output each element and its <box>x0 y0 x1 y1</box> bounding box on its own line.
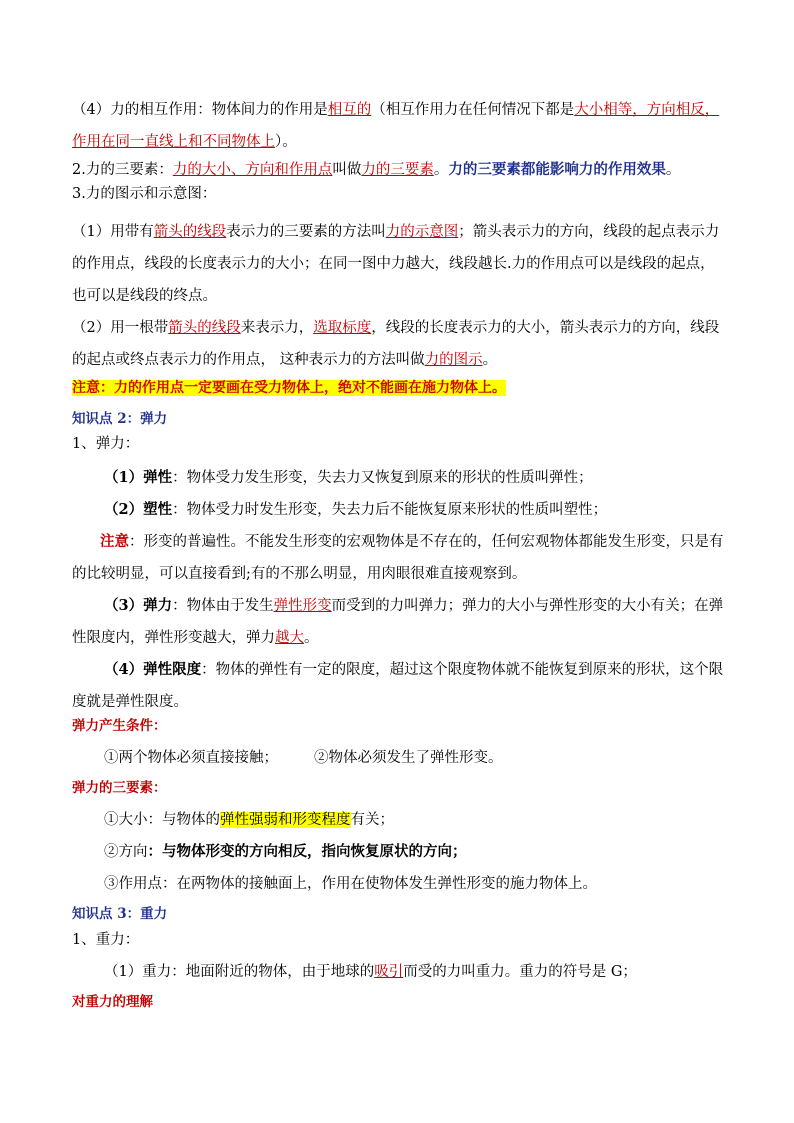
element-point: ③作用点：在两物体的接触面上，作用在使物体发生弹性形变的施力物体上。 <box>104 876 597 892</box>
item-plasticity: （2）塑性：物体受力时发生形变，失去力后不能恢复原来形状的性质叫塑性； <box>104 501 608 518</box>
section-heading-elastic: 知识点 2：弹力 <box>72 411 168 427</box>
element-magnitude: ①大小：与物体的弹性强弱和形变程度有关； <box>104 812 394 828</box>
heading-elastic-elements: 弹力的三要素： <box>72 780 167 796</box>
item-elasticity: （1）弹性：物体受力发生形变，失去力又恢复到原来的形状的性质叫弹性； <box>104 469 593 486</box>
section-heading-gravity: 知识点 3：重力 <box>72 906 168 922</box>
subheading-gravity: 1、重力： <box>72 932 140 948</box>
note-deformation: 注意：形变的普遍性。不能发生形变的宏观物体是不存在的，任何宏观物体都能发生形变，只是有的比较明显，可以直接看到;有的不那么明显，用肉眼很难直接观察到。 <box>72 533 724 582</box>
paragraph-three-elements: 2.力的三要素：力的大小、方向和作用点叫做力的三要素。力的三要素都能影响力的作用效果。 <box>72 161 681 178</box>
item-elastic-limit: （4）弹性限度：物体的弹性有一定的限度，超过这个限度物体就不能恢复到原来的形状，这个限度就是弹性限度。 <box>72 661 724 710</box>
paragraph-schematic: （1）用带有箭头的线段表示力的三要素的方法叫力的示意图；箭头表示力的方向，线段的起点表示力的作用点，线段的长度表示力的大小；在同一图中力越大，线段越长.力的作用点可以是线段的起点，也可以是线段的终点。 <box>72 224 720 304</box>
item-elastic-force: （3）弹力：物体由于发生弹性形变而受到的力叫弹力；弹力的大小与弹性形变的大小有关；在弹性限度内，弹性形变越大，弹力越大。 <box>72 597 724 646</box>
heading-conditions: 弹力产生条件： <box>72 718 167 734</box>
subheading-elastic: 1、弹力： <box>72 436 140 452</box>
condition-contact: ①两个物体必须直接接触； <box>104 750 278 766</box>
heading-force-diagram: 3.力的图示和示意图： <box>72 186 217 202</box>
item-gravity-definition: （1）重力：地面附近的物体，由于地球的吸引而受的力叫重力。重力的符号是 G； <box>104 964 637 980</box>
paragraph-mutual-force: （4）力的相互作用：物体间力的作用是相互的（相互作用力在任何情况下都是大小相等，方向相反，作用在同一直线上和不同物体上）。 <box>72 102 720 150</box>
note-action-point: 注意：力的作用点一定要画在受力物体上，绝对不能画在施力物体上。 <box>72 380 506 396</box>
paragraph-force-graph: （2）用一根带箭头的线段来表示力，选取标度，线段的长度表示力的大小，箭头表示力的方向，线段的起点或终点表示力的作用点， 这种表示力的方法叫做力的图示。 <box>72 320 720 368</box>
condition-deformation: ②物体必须发生了弹性形变。 <box>314 750 503 766</box>
element-direction: ②方向：与物体形变的方向相反，指向恢复原状的方向； <box>104 843 467 860</box>
heading-gravity-understanding: 对重力的理解 <box>72 994 153 1010</box>
